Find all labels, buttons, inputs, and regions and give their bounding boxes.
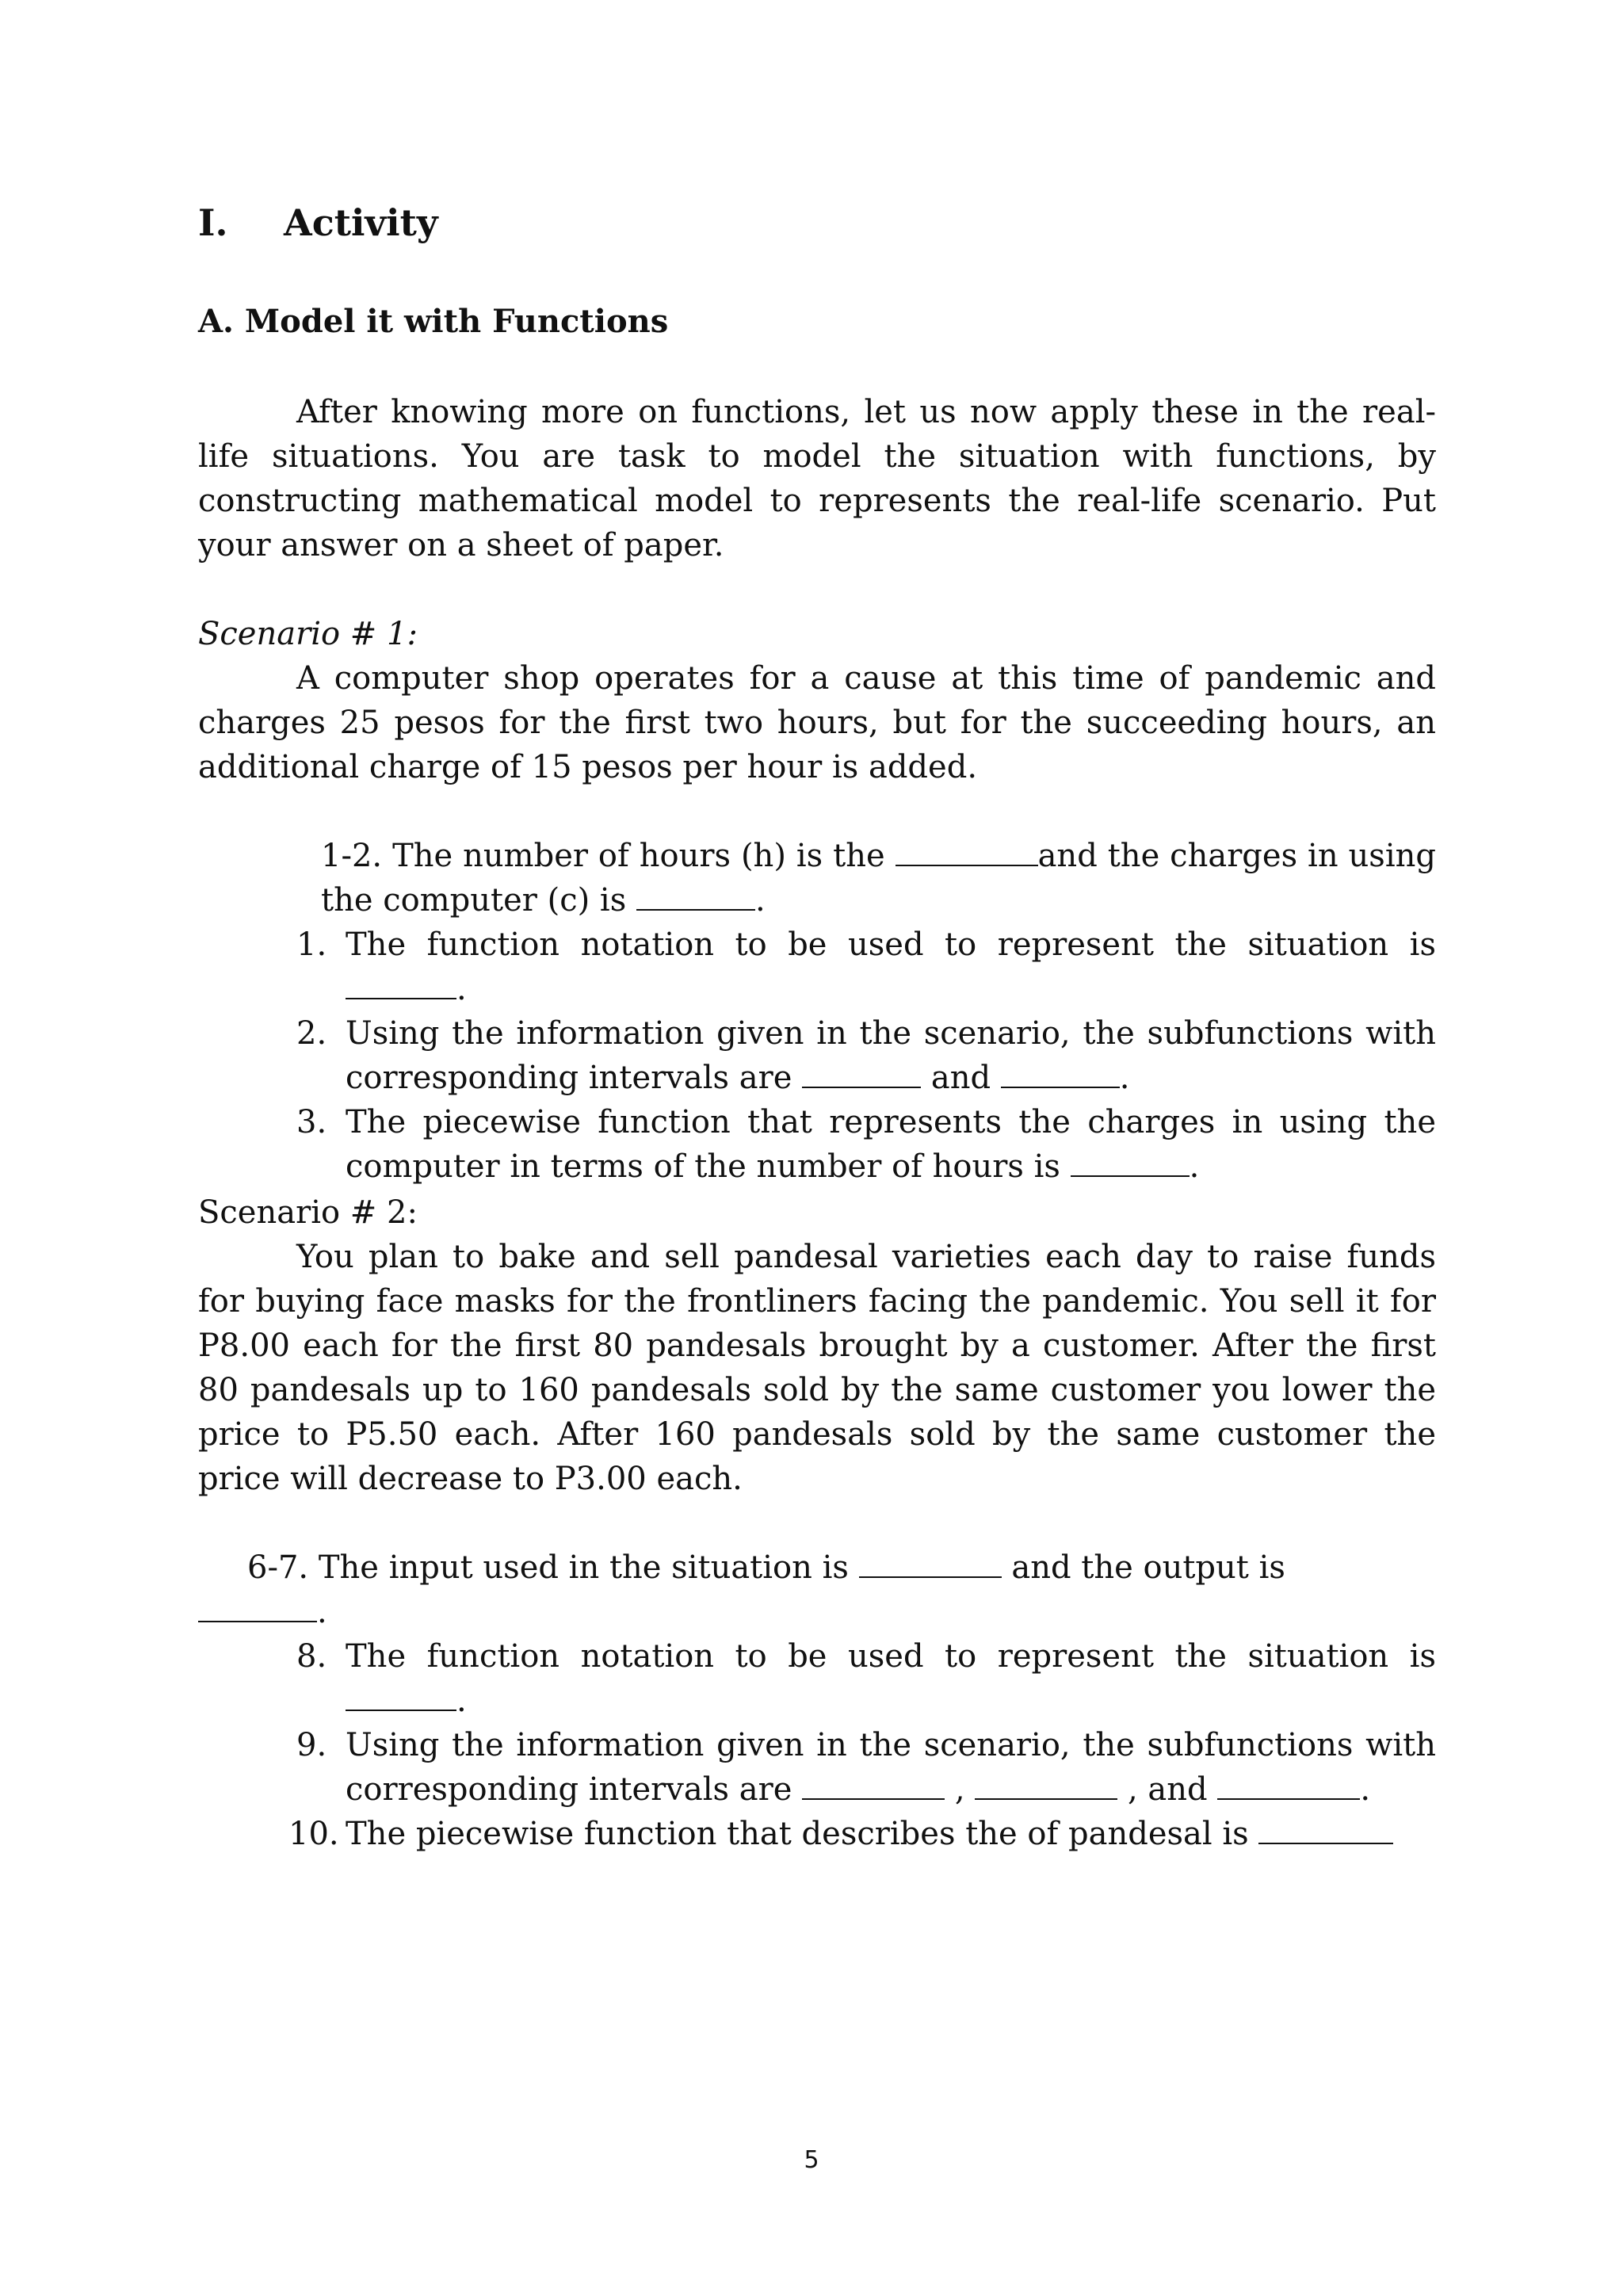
- question-label: 9.: [296, 1727, 327, 1763]
- answer-blank[interactable]: [1071, 1145, 1190, 1177]
- question-label: 8.: [296, 1638, 327, 1675]
- question-label: 3.: [296, 1104, 327, 1140]
- question-label: 2.: [296, 1015, 327, 1052]
- answer-blank[interactable]: [636, 879, 755, 911]
- section-number: I.: [198, 201, 228, 244]
- question-1-2: 1-2. The number of hours (h) is the and the charges in using the computer (c) is .: [321, 834, 1436, 923]
- scenario-2-label: Scenario # 2:: [198, 1194, 418, 1231]
- answer-blank[interactable]: [1001, 1056, 1120, 1088]
- question-1: 1. The function notation to be used to represent the situation is .: [296, 923, 1436, 1011]
- answer-blank[interactable]: [198, 1591, 317, 1622]
- answer-blank[interactable]: [346, 1679, 456, 1711]
- question-8: 8. The function notation to be used to represent the situation is .: [296, 1634, 1436, 1723]
- answer-blank[interactable]: [1217, 1768, 1360, 1800]
- subsection-heading: A. Model it with Functions: [198, 303, 669, 340]
- question-label: 10.: [288, 1816, 339, 1852]
- answer-blank[interactable]: [1258, 1813, 1393, 1844]
- answer-blank[interactable]: [896, 835, 1038, 866]
- scenario-2-questions: [198, 1545, 1436, 1856]
- scenario-1-label: Scenario # 1:: [198, 616, 418, 652]
- question-10: 10. The piecewise function that describes the of pandesal is: [296, 1812, 1436, 1856]
- answer-blank[interactable]: [802, 1056, 921, 1088]
- answer-blank[interactable]: [859, 1546, 1002, 1578]
- question-2: 2. Using the information given in the scenario, the subfunctions with corresponding intervals are and .: [296, 1011, 1436, 1100]
- question-6-7: 6-7. The input used in the situation is and the output is .: [198, 1545, 1436, 1634]
- intro-paragraph: After knowing more on functions, let us now apply these in the real-life situations. You are task to model the situation with functions, by constructing mathematical model to represents the real-life scenario. Put your answer on a sheet of paper.: [198, 394, 1436, 563]
- question-label: 6-7.: [247, 1549, 309, 1586]
- scenario-1-questions: [198, 834, 1436, 1189]
- scenario-1-text: A computer shop operates for a cause at this time of pandemic and charges 25 pesos for the first two hours, but for the succeeding hours, an additional charge of 15 pesos per hour is added.: [198, 660, 1436, 785]
- section-title: Activity: [284, 201, 438, 244]
- answer-blank[interactable]: [975, 1768, 1117, 1800]
- scenario-2-text: You plan to bake and sell pandesal varieties each day to raise funds for buying face masks for the frontliners facing the pandemic. You sell it for P8.00 each for the first 80 pandesals brought by a customer. After the first 80 pandesals up to 160 pandesals sold by the same customer you lower the price to P5.50 each. After 160 pandesals sold by the same customer the price will decrease to P3.00 each.: [198, 1239, 1436, 1497]
- answer-blank[interactable]: [802, 1768, 945, 1800]
- question-label: 1-2.: [321, 838, 383, 874]
- section-heading: [198, 197, 438, 249]
- page-number: 5: [804, 2146, 819, 2174]
- answer-blank[interactable]: [346, 968, 456, 999]
- question-3: 3. The piecewise function that represents the charges in using the computer in terms of the number of hours is .: [296, 1100, 1436, 1189]
- question-9: 9. Using the information given in the scenario, the subfunctions with corresponding intervals are , , and .: [296, 1723, 1436, 1812]
- question-label: 1.: [296, 926, 327, 963]
